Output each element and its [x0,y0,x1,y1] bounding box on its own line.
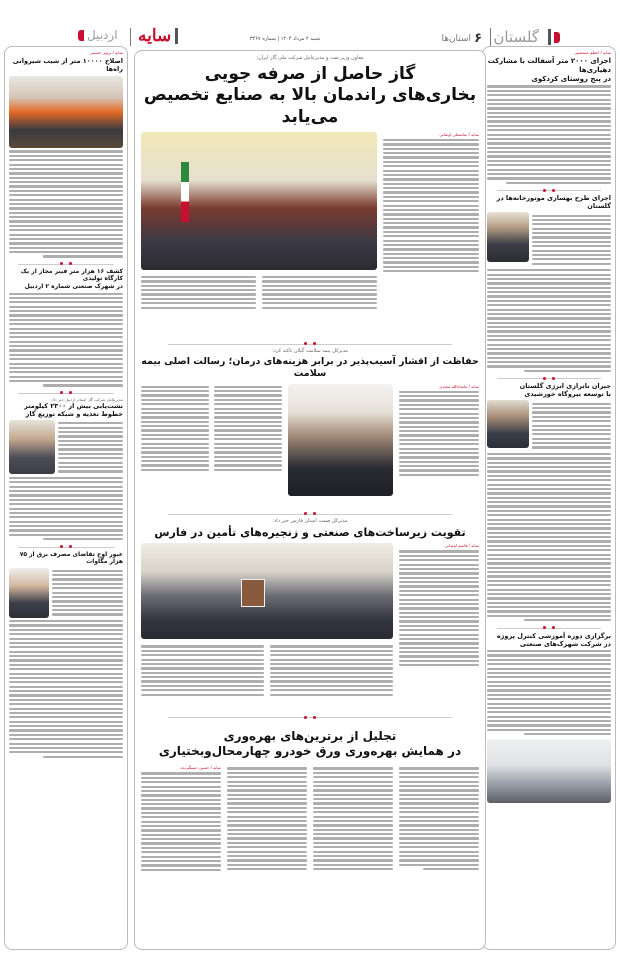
story-kicker: مدیرعامل شرکت گاز استان اردبیل خبر داد: [50,396,123,402]
story-headline: نشت‌یابی بیش از ۲۳۰۰ کیلومتر [24,401,123,410]
story-headline: اجرای ۲۰۰۰ متر آسفالت با مشارکت دهیاری‌ها [487,57,611,74]
portrait-photo [9,76,123,148]
section-marker-icon [554,32,560,43]
lead-story [141,132,479,332]
byline: سایه / اعظم مستغیثی [573,50,611,55]
separator [9,260,123,268]
meeting-photo [487,739,611,803]
section-label-provinces: ۶ استان‌ها [441,31,482,46]
story-headline: با توسعه نیروگاه خورشیدی [524,390,611,399]
productivity-story [141,765,479,873]
center-column [134,50,486,950]
health-story [141,384,479,502]
separator [141,510,479,518]
byline: سایه / عباسعلی اوشانی [439,131,479,137]
divider-bar [548,29,551,45]
lead-headline: گاز حاصل از صرفه جویی [204,64,416,84]
separator [487,186,611,194]
story-body [487,85,611,183]
separator [141,340,479,348]
separator [9,543,123,551]
story-headline: برگزاری دوره آموزشی کنترل پروژه [496,631,611,640]
story-headline: جبران ناترازی انرژی گلستان [519,382,611,391]
separator [9,389,123,397]
portrait-photo [9,420,55,474]
story-headline: عبور اوج تقاضای مصرف برق از ۷۵ هزار مگاوات [19,550,123,565]
section-label-golestan: گلستان [493,28,560,46]
byline: سایه / ماشاءالله مجیدی [439,383,479,389]
story-headline: تقویت زیرساخت‌های صنعتی و زنجیره‌های تأمین در فارس [154,525,466,539]
story-kicker: مدیرکل بیمه سلامت گیلان تاکید کرد: [272,347,348,354]
byline: سایه / قاسم اوشانی [444,543,479,549]
story-headline: اصلاح ۱۰۰۰۰ متر از شیب شیروانی راه‌ها [12,57,123,74]
lead-kicker: معاون وزیر نفت و مدیرعامل شرکت ملی گاز ایران: [256,55,364,61]
story-headline: کشف ۱۶ هزار متر فیبر مجاز از یک کارگاه تولیدی [20,267,123,283]
portrait-photo [288,384,393,496]
lead-photo [141,132,377,270]
page-header [0,28,620,46]
byline: سایه / پرویز حسینی [89,50,123,55]
story-headline: حفاظت از اقشار آسیب‌پذیر در برابر هزینه‌های درمان؛ رسالت اصلی بیمه سلامت [141,355,479,379]
masthead-logo: سایه [138,26,178,46]
golestan-column [482,46,616,950]
dateline: شنبه ۴ مرداد ۱۴۰۴ | شماره ۳۴۶۷ [249,36,321,42]
byline: سایه / حسین دستگیرنده [180,765,221,771]
story-headline: در شهرک صنعتی شماره ۲ اردبیل [24,282,123,290]
story-headline: در پنج روستای کردکوی [531,74,611,83]
story-headline: در همایش بهره‌وری ورق خودرو چهارمحال‌وبختیاری [158,744,462,759]
portrait-photo [487,400,529,448]
story-headline: در شرکت شهرک‌های صنعتی [519,639,611,648]
separator [141,713,479,721]
section-label-ardabil: اردبیل [78,28,118,42]
separator [487,624,611,632]
story-headline: خطوط تغذیه و شبکه توزیع گاز [25,409,123,418]
portrait-photo [487,212,529,262]
portrait-photo [9,568,49,618]
divider-bar [175,28,178,44]
story-headline: اجرای طرح بهسازی موتورخانه‌ها در گلستان [496,194,611,211]
lead-headline: بخاری‌های راندمان بالا به صنایع تخصیص می‌یابد [143,85,477,127]
group-photo [141,543,393,639]
story-kicker: مدیرکل صمت استان فارس خبر داد: [272,517,348,524]
separator [487,374,611,382]
story-headline: تجلیل از برترین‌های بهره‌وری [223,729,397,744]
section-marker-icon [78,30,84,41]
ardabil-column [4,46,128,950]
industry-story [141,543,479,701]
